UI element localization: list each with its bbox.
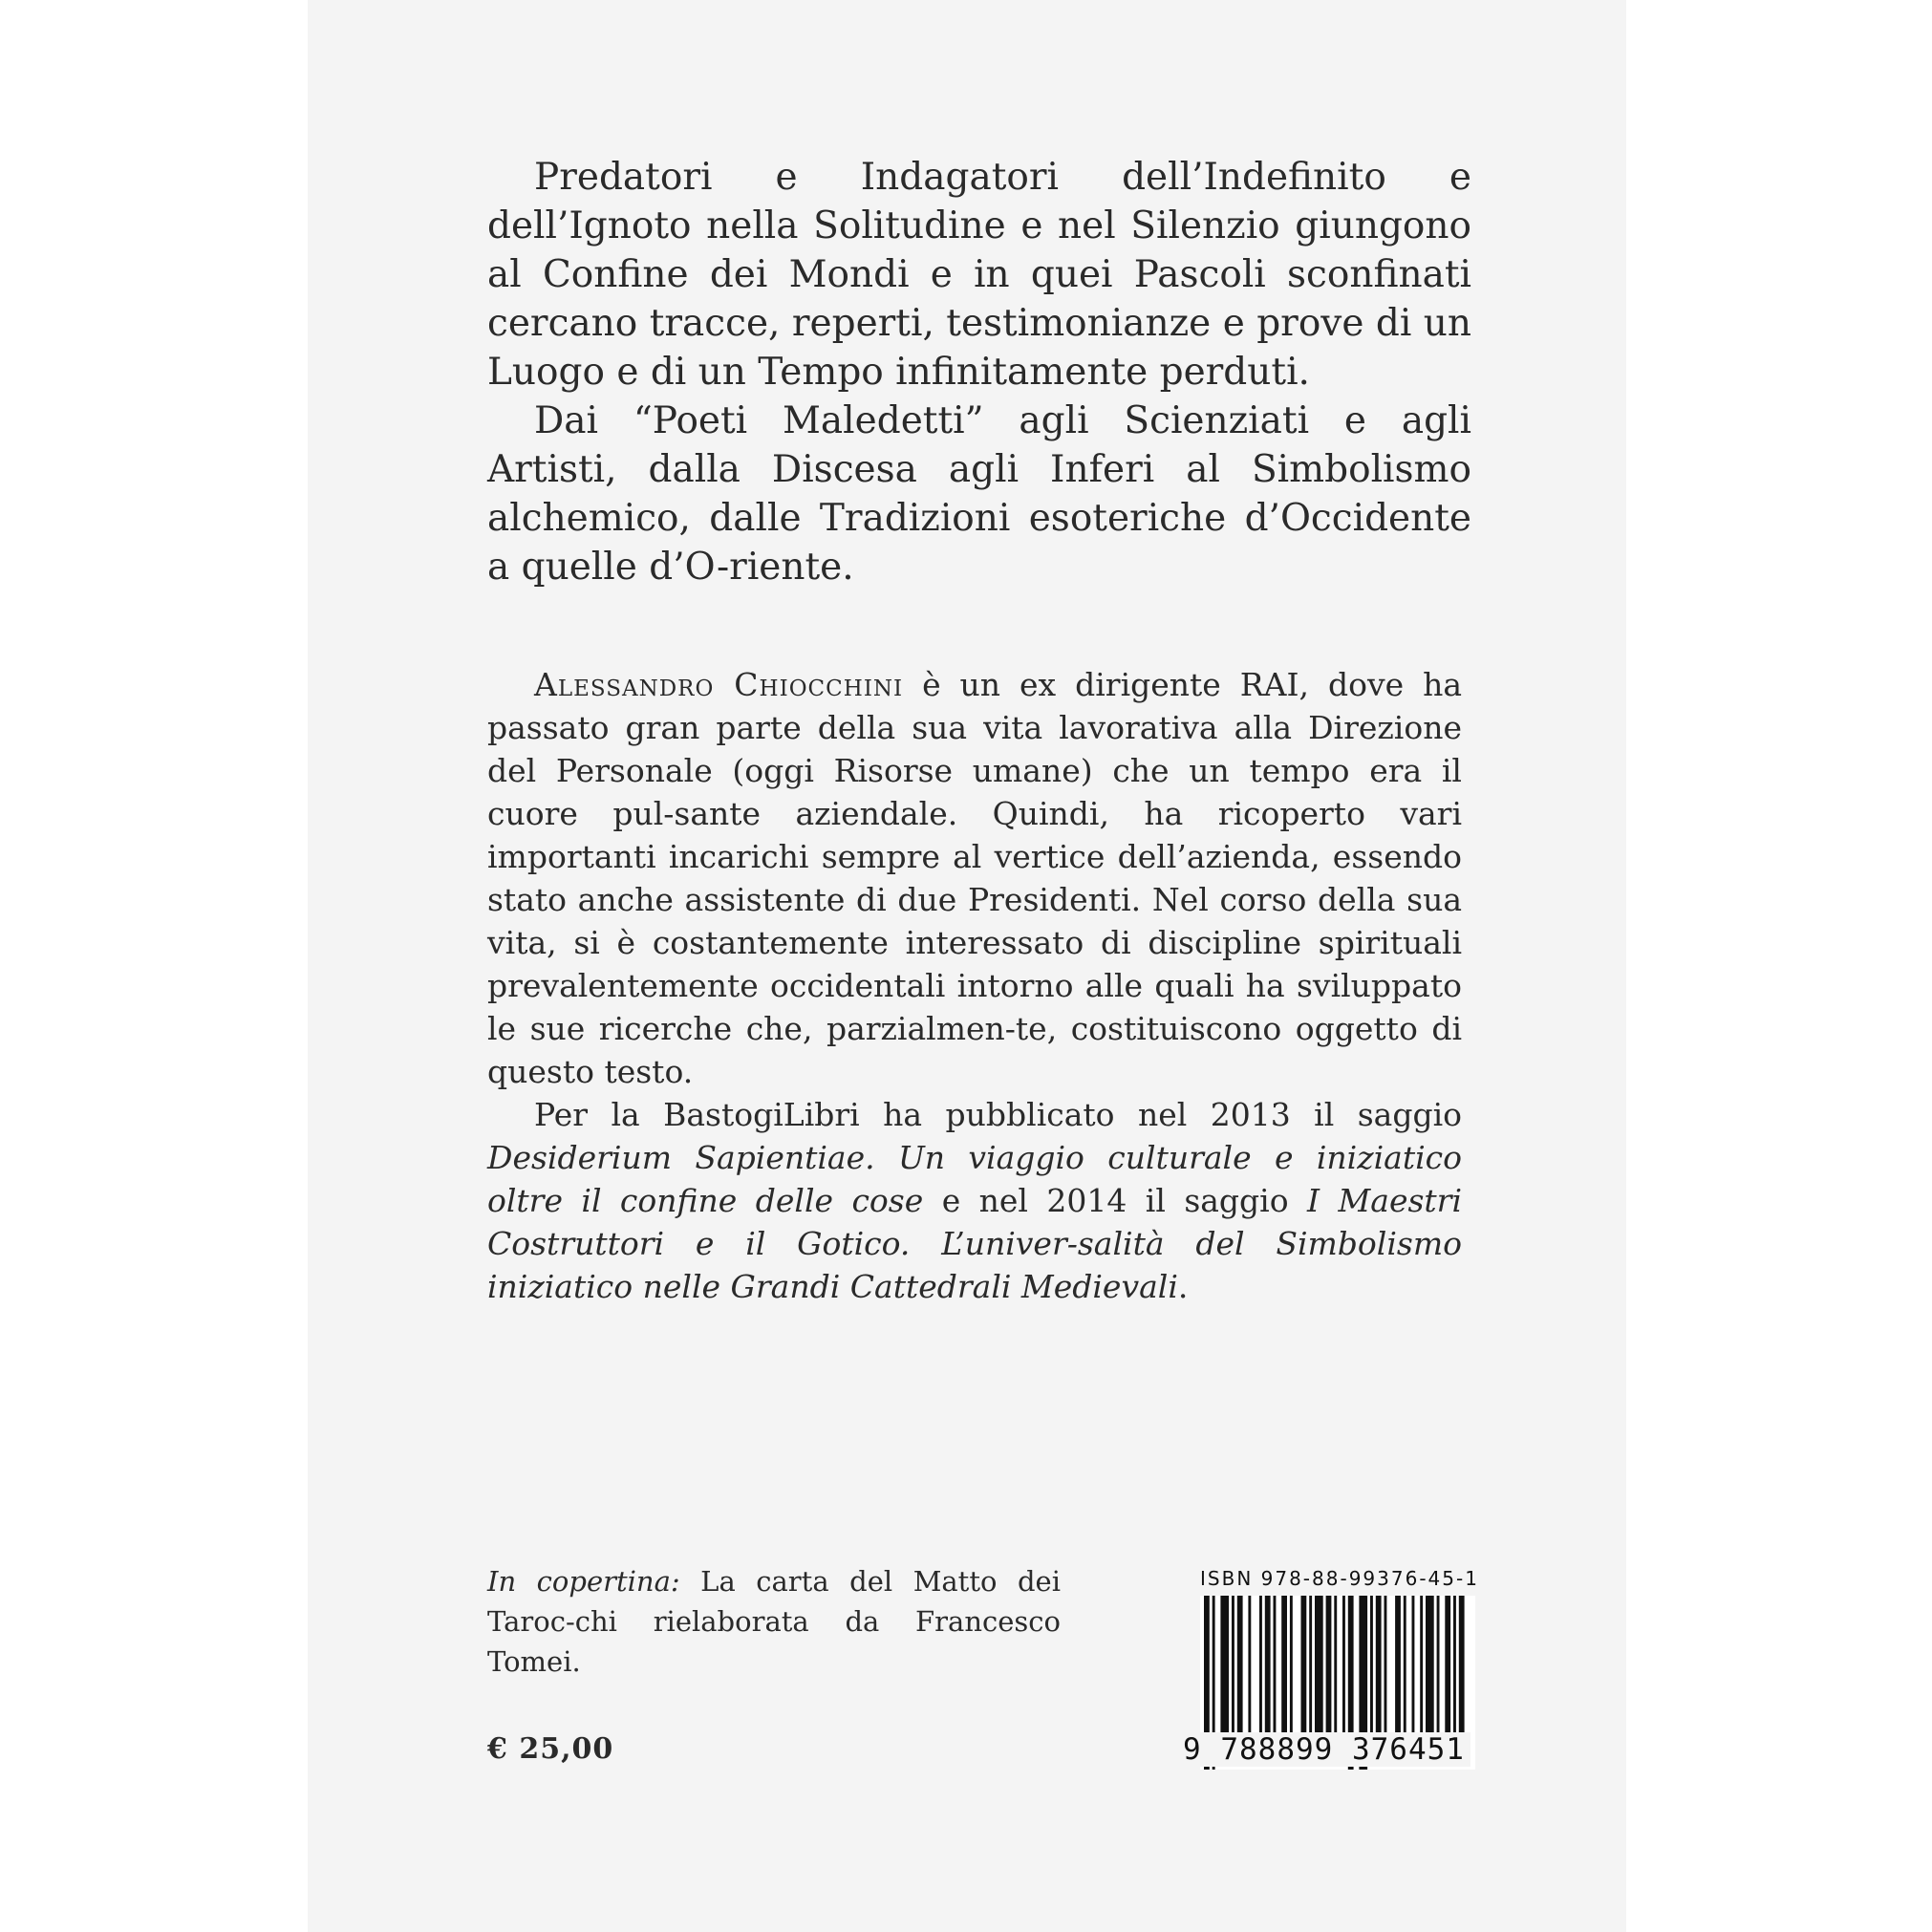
bio-p2-end: . — [1177, 1268, 1189, 1305]
author-bio — [487, 663, 1462, 1308]
isbn-label: ISBN 978-88-99376-45-1 — [1200, 1567, 1479, 1590]
cover-credit-text: La carta del Matto dei Taroc-chi rielaborata da Francesco Tomei. — [487, 1565, 1061, 1678]
author-name: Alessandro Chiocchini — [534, 666, 904, 703]
bio-paragraph-2 — [487, 1093, 1462, 1308]
cover-credit — [487, 1561, 1061, 1682]
book-title-1: Desiderium Sapientiae. Un viaggio culturale e iniziatico oltre il confine delle cose — [487, 1139, 1462, 1219]
bio-p2-text-a: Per la BastogiLibri ha pubblicato nel 2013 il saggio — [534, 1096, 1462, 1133]
blurb-paragraph-1: Predatori e Indagatori dell’Indefinito e dell’Ignoto nella Solitudine e nel Silenzio giungono al Confine dei Mondi e in quei Pascoli sconfinati cercano tracce, reperti, testimonianze e prove di un Luogo e di un Tempo infinitamente perduti. — [487, 156, 1471, 394]
book-title-2: I Maestri Costruttori e il Gotico. L’univer-salità del Simbolismo iniziatico nelle Grandi Cattedrali Medievali — [487, 1182, 1463, 1305]
bio-p2-text-b: e nel 2014 il saggio — [923, 1182, 1308, 1219]
price: € 25,00 — [487, 1732, 614, 1766]
blurb-text — [487, 153, 1471, 591]
barcode-digits: 9 788899 376451 — [1177, 1732, 1470, 1767]
cover-credit-label: In copertina: — [487, 1565, 680, 1598]
bio-paragraph-1 — [487, 663, 1462, 1093]
bio-paragraph-1-text: è un ex dirigente RAI, dove ha passato gran parte della sua vita lavorativa alla Direzione del Personale (oggi Risorse umane) che un tempo era il cuore pul-sante aziendale. Quindi, ha ricoperto vari importanti incarichi sempre al vertice dell’azienda, essendo stato anche assistente di due Presidenti. Nel corso della sua vita, si è costantemente interessato di discipline spirituali prevalentemente occidentali intorno alle quali ha sviluppato le sue ricerche che, parzialmen-te, costituiscono oggetto di questo testo. — [487, 666, 1462, 1090]
blurb-paragraph-2: Dai “Poeti Maledetti” agli Scienziati e agli Artisti, dalla Discesa agli Inferi al Simbolismo alchemico, dalle Tradizioni esoteriche d’Occidente a quelle d’O-riente. — [487, 399, 1471, 589]
